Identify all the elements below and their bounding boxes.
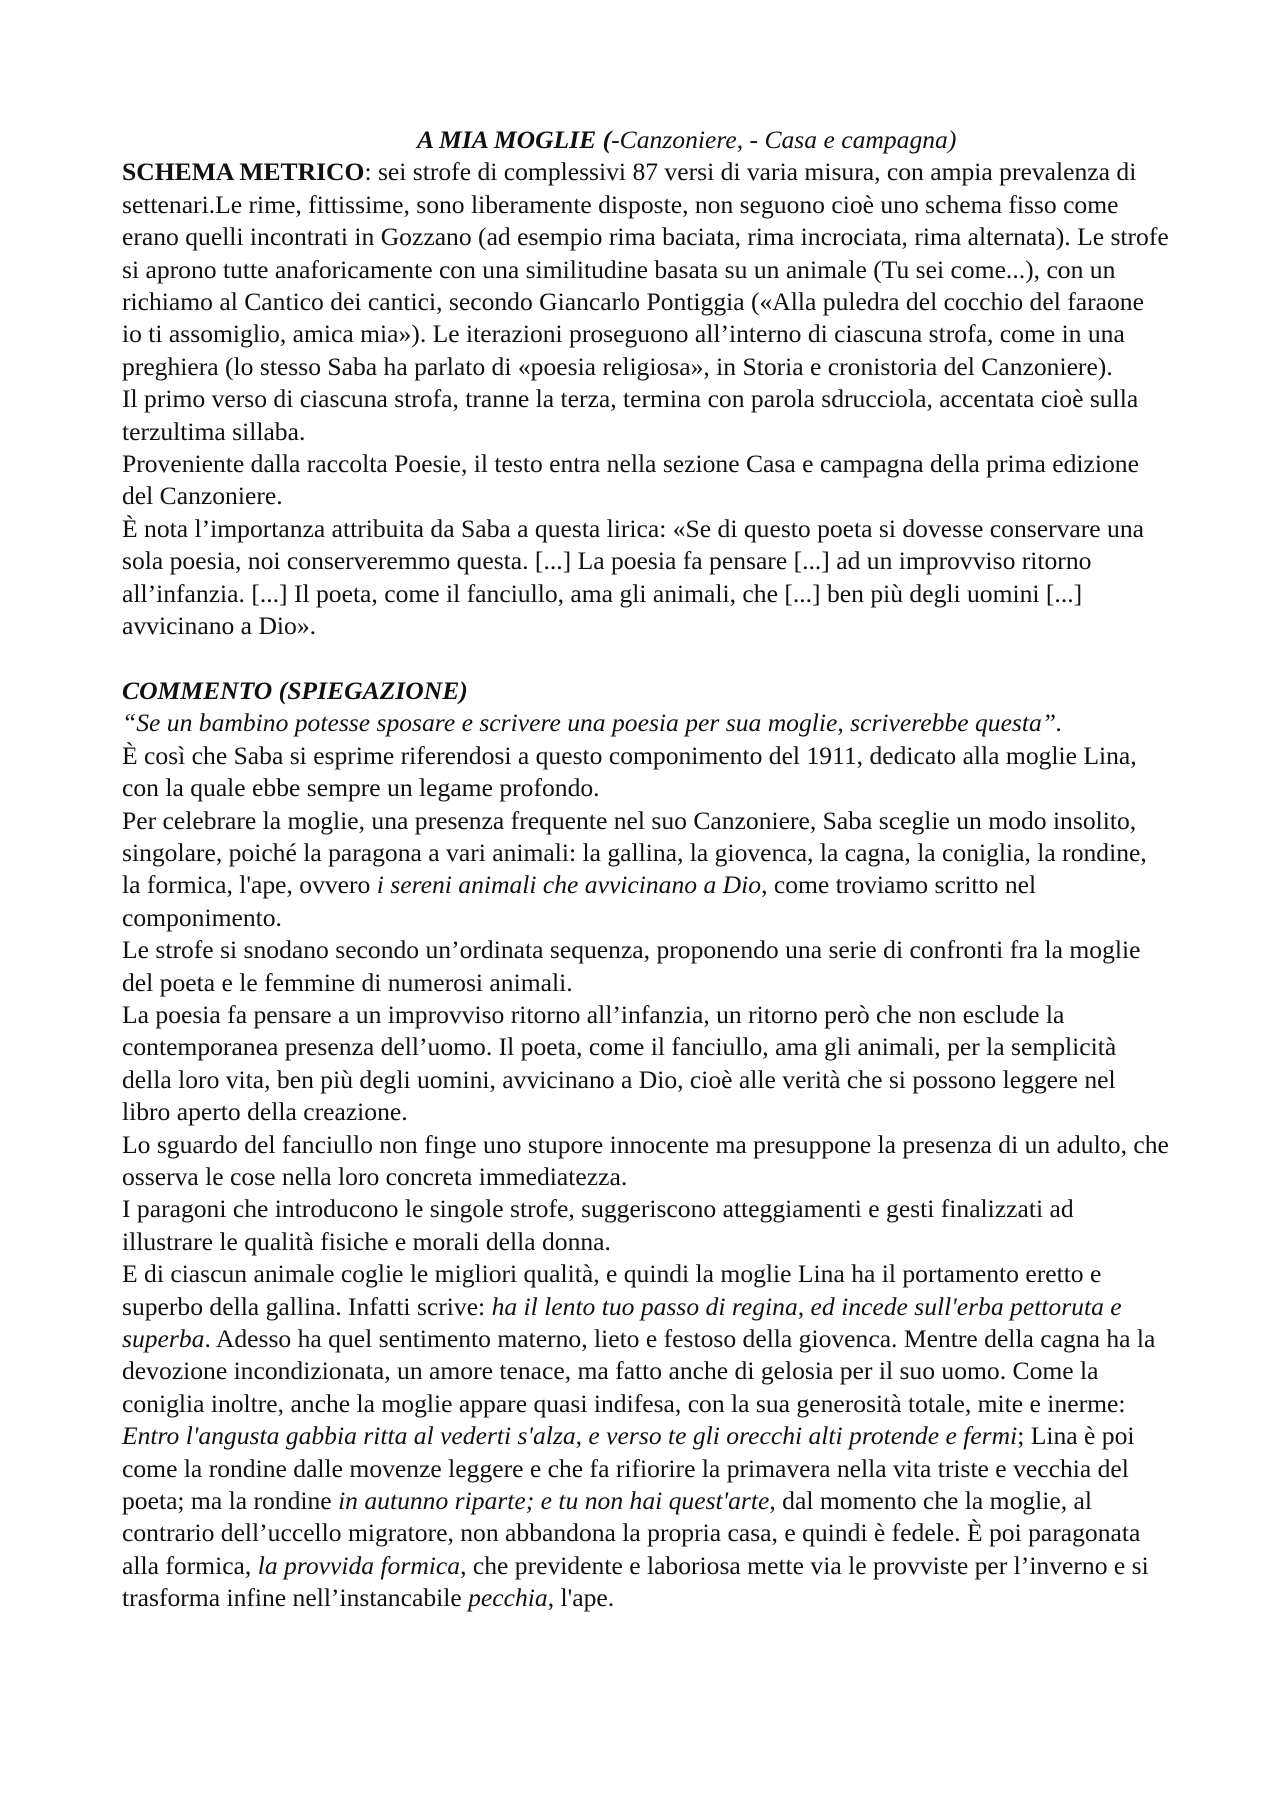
italic-quote: i sereni animali che avvicinano a Dio (376, 870, 762, 900)
paragraph-source: Proveniente dalla raccolta Poesie, il testo entra nella sezione Casa e campagna della prima edizione del Canzoniere. (122, 449, 1139, 511)
text-run: , come troviamo scritto nel componimento. (122, 870, 1037, 932)
italic-quote: la provvida formica (257, 1550, 461, 1580)
schema-text: : sei strofe di complessivi 87 versi di varia misura, con ampia prevalenza di settenari.Le rime, fittissime, sono liberamente disposte, non seguono cioè uno schema fisso come erano quelli incontrati in Gozzano (ad esempio rima baciata, rima incrociata, rima alternata). Le strofe si aprono tutte anaforicamente con una similitudine basata su un animale (Tu sei come...), con un richiamo al Cantico dei cantici, secondo Giancarlo Pontiggia («Alla puledra del cocchio del faraone io ti assomiglio, amica mia»). Le iterazioni proseguono all’interno di ciascuna strofa, come in una preghiera (lo stesso Saba ha parlato di «poesia religiosa», in Storia e cronistoria del Canzoniere). (122, 157, 1169, 381)
title-subtitle: -Canzoniere, - Casa e campagna) (611, 125, 957, 154)
schema-heading: SCHEMA METRICO (122, 157, 365, 187)
document-title (122, 124, 1170, 156)
commento-paragraph-4: La poesia fa pensare a un improvviso ritorno all’infanzia, un ritorno però che non esclude la contemporanea presenza dell’uomo. Il poeta, come il fanciullo, ama gli animali, per la semplicità della loro vita, ben più degli uomini, avvicinano a Dio, cioè alle verità che si possono leggere nel libro aperto della creazione. (122, 999, 1117, 1127)
commento-quote: “Se un bambino potesse sposare e scrivere una poesia per sua moglie, scriverebbe questa”. (122, 708, 1063, 738)
commento-paragraph-5: Lo sguardo del fanciullo non finge uno stupore innocente ma presuppone la presenza di un adulto, che osserva le cose nella loro concreta immediatezza. (122, 1129, 1169, 1191)
commento-paragraph-7 (122, 1258, 1170, 1614)
document-page (122, 124, 1170, 1615)
spacer (122, 643, 1170, 675)
commento-paragraph-6: I paragoni che introducono le singole strofe, suggeriscono atteggiamenti e gesti finalizzati ad illustrare le qualità fisiche e morali della donna. (122, 1194, 1074, 1256)
text-run: , l'ape. (547, 1583, 615, 1613)
text-run: . Adesso ha quel sentimento materno, lieto e festoso della giovenca. Mentre della cagna ha la devozione incondizionata, un amore tenace, ma fatto anche di gelosia per il suo uomo. Come la coniglia inoltre, anche la moglie appare quasi indifesa, con la sua generosità totale, mite e inerme: (122, 1324, 1156, 1418)
paragraph-importance: È nota l’importanza attribuita da Saba a questa lirica: «Se di questo poeta si dovesse conservare una sola poesia, noi conserveremmo questa. [...] La poesia fa pensare [...] ad un improvviso ritorno all’infanzia. [...] Il poeta, come il fanciullo, ama gli animali, che [...] ben più degli uomini [...] avvicinano a Dio». (122, 513, 1144, 641)
text-run: , dal momento che la moglie, al contrario dell’uccello migratore, non abbandona la propria casa, e quindi è fedele. È poi paragonata alla formica, (122, 1486, 1141, 1580)
title-main: A MIA MOGLIE (417, 125, 597, 154)
italic-quote: pecchia (468, 1583, 548, 1613)
title-paren: ( (596, 125, 612, 154)
text-run: , che previdente e laboriosa mette via le provviste per l’inverno e si trasforma infine nell’instancabile (122, 1550, 1149, 1613)
commento-heading: COMMENTO (SPIEGAZIONE) (122, 675, 468, 705)
schema-paragraph (122, 156, 1170, 383)
commento-paragraph-3: Le strofe si snodano secondo un’ordinata sequenza, proponendo una serie di confronti fra la moglie del poeta e le femmine di numerosi animali. (122, 935, 1141, 997)
text-run: E di ciascun animale coglie le migliori qualità, e quindi la moglie Lina ha il portamento eretto e superbo della gallina. Infatti scrive: (122, 1259, 1102, 1321)
text-run: Per celebrare la moglie, una presenza frequente nel suo Canzoniere, Saba sceglie un modo insolito, singolare, poiché la paragona a vari animali: la gallina, la giovenca, la cagna, la coniglia, la rondine, la formica, l'ape, ovvero (122, 805, 1147, 900)
italic-quote: in autunno riparte; e tu non hai quest'arte (338, 1486, 770, 1516)
commento-paragraph-1: È così che Saba si esprime riferendosi a questo componimento del 1911, dedicato alla moglie Lina, con la quale ebbe sempre un legame profondo. (122, 740, 1137, 803)
commento-paragraph-2 (122, 805, 1170, 935)
italic-quote: Entro l'angusta gabbia ritta al vederti s'alza, e verso te gli orecchi alti protende e fermi (122, 1421, 1018, 1451)
italic-quote: ha il lento tuo passo di regina, ed incede sull'erba pettoruta e superba (122, 1291, 1122, 1354)
text-run: ; Lina è poi come la rondine dalle movenze leggere e che fa rifiorire la primavera nella vita triste e vecchia del poeta; ma la rondine (122, 1421, 1135, 1516)
paragraph-verse: Il primo verso di ciascuna strofa, tranne la terza, termina con parola sdrucciola, accentata cioè sulla terzultima sillaba. (122, 384, 1139, 446)
